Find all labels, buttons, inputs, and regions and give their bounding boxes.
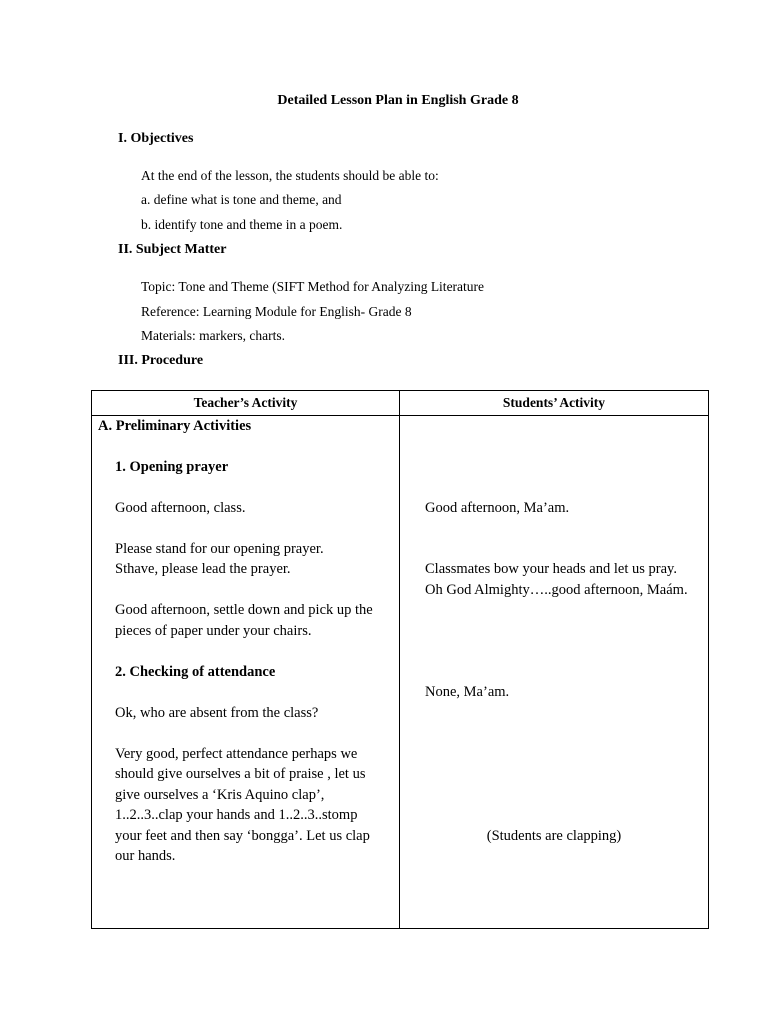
procedure-heading: III. Procedure (118, 353, 204, 368)
student-line: None, Ma’am. (425, 684, 510, 700)
attendance-heading: 2. Checking of attendance (115, 664, 276, 680)
materials-line: Materials: markers, charts. (141, 328, 285, 343)
teacher-greeting: Good afternoon, class. (115, 500, 246, 516)
section-heading: A. Preliminary Activities (98, 418, 252, 434)
student-line: (Students are clapping) (486, 828, 622, 844)
students-activity-header: Students’ Activity (400, 391, 709, 416)
student-line: Classmates bow your heads and let us pray. (425, 561, 677, 577)
objective-item: a. define what is tone and theme, and (141, 192, 342, 207)
teacher-line: pieces of paper under your chairs. (115, 623, 312, 639)
teacher-line: give ourselves a ‘Kris Aquino clap’, (115, 787, 325, 803)
subject-matter-heading: II. Subject Matter (118, 242, 227, 257)
student-greeting: Good afternoon, Ma’am. (425, 500, 570, 516)
teacher-activity-header: Teacher’s Activity (92, 391, 400, 416)
objectives-intro: At the end of the lesson, the students should be able to: (141, 168, 439, 183)
reference-line: Reference: Learning Module for English- Grade 8 (141, 304, 412, 319)
topic-line: Topic: Tone and Theme (SIFT Method for Analyzing Literature (141, 279, 485, 294)
teacher-line: Very good, perfect attendance perhaps we (115, 746, 358, 762)
objective-item: b. identify tone and theme in a poem. (141, 217, 343, 232)
teacher-line: your feet and then say ‘bongga’. Let us clap (115, 828, 370, 844)
opening-prayer-heading: 1. Opening prayer (115, 459, 229, 475)
teacher-line: our hands. (115, 848, 176, 864)
teacher-line: Sthave, please lead the prayer. (115, 561, 291, 577)
teacher-line: Good afternoon, settle down and pick up the (115, 602, 373, 618)
teacher-line: should give ourselves a bit of praise , let us (115, 766, 366, 782)
student-line: Oh God Almighty…..good afternoon, Maám. (425, 582, 688, 598)
page-title: Detailed Lesson Plan in English Grade 8 (277, 93, 519, 108)
teacher-line: 1..2..3..clap your hands and 1..2..3..stomp (115, 807, 358, 823)
teacher-activity-cell (92, 416, 400, 929)
activity-table (91, 390, 709, 929)
teacher-line: Ok, who are absent from the class? (115, 705, 319, 721)
students-activity-cell (400, 416, 709, 929)
objectives-heading: I. Objectives (118, 131, 194, 146)
teacher-line: Please stand for our opening prayer. (115, 541, 324, 557)
